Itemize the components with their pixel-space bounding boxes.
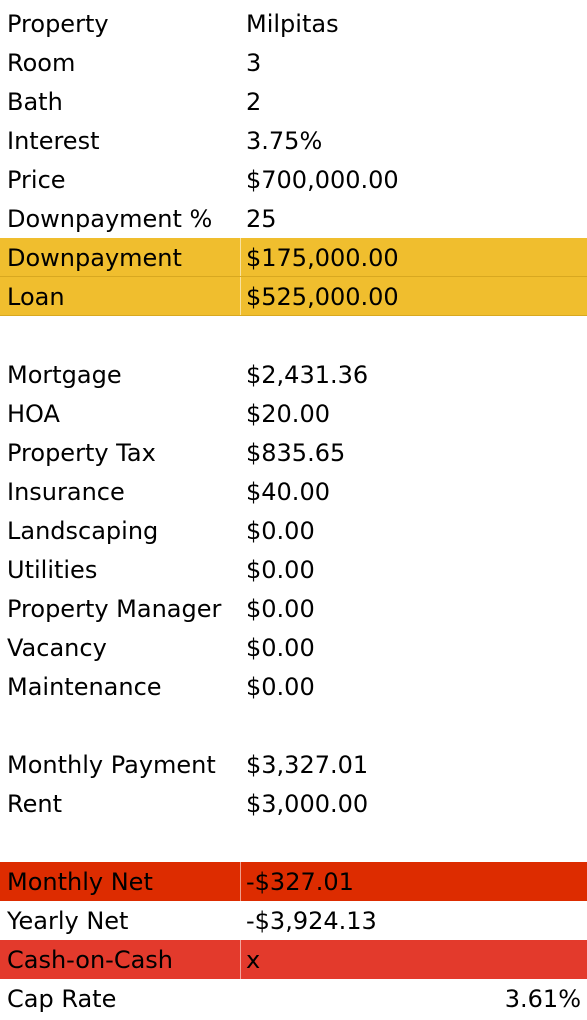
- row-hoa[interactable]: [0, 394, 587, 433]
- row-downpayment[interactable]: [0, 238, 587, 277]
- label-mortgage[interactable]: Mortgage: [7, 361, 122, 389]
- label-downpayment[interactable]: Downpayment: [7, 244, 182, 272]
- label-monthly-net[interactable]: Monthly Net: [7, 868, 153, 896]
- label-rent[interactable]: Rent: [7, 790, 62, 818]
- label-utilities[interactable]: Utilities: [7, 556, 98, 584]
- row-loan[interactable]: [0, 277, 587, 316]
- value-insurance[interactable]: $40.00: [246, 478, 330, 506]
- row-property[interactable]: [0, 4, 587, 43]
- label-property-manager[interactable]: Property Manager: [7, 595, 222, 623]
- value-property-tax[interactable]: $835.65: [246, 439, 346, 467]
- row-mortgage[interactable]: [0, 355, 587, 394]
- cell-divider: [240, 277, 241, 315]
- label-monthly-payment[interactable]: Monthly Payment: [7, 751, 216, 779]
- value-downpayment[interactable]: $175,000.00: [246, 244, 399, 272]
- value-room[interactable]: 3: [246, 49, 262, 77]
- label-price[interactable]: Price: [7, 166, 66, 194]
- label-interest[interactable]: Interest: [7, 127, 100, 155]
- label-cap-rate[interactable]: Cap Rate: [7, 985, 117, 1013]
- row-monthly-payment[interactable]: [0, 745, 587, 784]
- label-property[interactable]: Property: [7, 10, 109, 38]
- value-loan[interactable]: $525,000.00: [246, 283, 399, 311]
- label-room[interactable]: Room: [7, 49, 76, 77]
- value-mortgage[interactable]: $2,431.36: [246, 361, 369, 389]
- value-maintenance[interactable]: $0.00: [246, 673, 315, 701]
- row-landscaping[interactable]: [0, 511, 587, 550]
- row-downpayment-percent[interactable]: [0, 199, 587, 238]
- value-price[interactable]: $700,000.00: [246, 166, 399, 194]
- value-monthly-net[interactable]: -$327.01: [246, 868, 354, 896]
- row-insurance[interactable]: [0, 472, 587, 511]
- label-downpayment-percent[interactable]: Downpayment %: [7, 205, 213, 233]
- row-yearly-net[interactable]: [0, 901, 587, 940]
- value-cap-rate[interactable]: 3.61%: [504, 985, 581, 1013]
- row-monthly-net[interactable]: [0, 862, 587, 901]
- value-property[interactable]: Milpitas: [246, 10, 339, 38]
- row-utilities[interactable]: [0, 550, 587, 589]
- value-property-manager[interactable]: $0.00: [246, 595, 315, 623]
- value-utilities[interactable]: $0.00: [246, 556, 315, 584]
- value-hoa[interactable]: $20.00: [246, 400, 330, 428]
- label-loan[interactable]: Loan: [7, 283, 65, 311]
- label-bath[interactable]: Bath: [7, 88, 63, 116]
- cell-divider: [240, 862, 241, 901]
- label-vacancy[interactable]: Vacancy: [7, 634, 107, 662]
- label-maintenance[interactable]: Maintenance: [7, 673, 162, 701]
- row-property-manager[interactable]: [0, 589, 587, 628]
- row-room[interactable]: [0, 43, 587, 82]
- label-insurance[interactable]: Insurance: [7, 478, 125, 506]
- row-rent[interactable]: [0, 784, 587, 823]
- row-interest[interactable]: [0, 121, 587, 160]
- value-monthly-payment[interactable]: $3,327.01: [246, 751, 369, 779]
- row-vacancy[interactable]: [0, 628, 587, 667]
- label-hoa[interactable]: HOA: [7, 400, 60, 428]
- row-bath[interactable]: [0, 82, 587, 121]
- value-vacancy[interactable]: $0.00: [246, 634, 315, 662]
- row-cash-on-cash[interactable]: [0, 940, 587, 979]
- label-cash-on-cash[interactable]: Cash-on-Cash: [7, 946, 174, 974]
- row-property-tax[interactable]: [0, 433, 587, 472]
- cell-divider: [240, 238, 241, 276]
- row-cap-rate[interactable]: [0, 979, 587, 1018]
- label-yearly-net[interactable]: Yearly Net: [7, 907, 129, 935]
- label-landscaping[interactable]: Landscaping: [7, 517, 159, 545]
- label-property-tax[interactable]: Property Tax: [7, 439, 156, 467]
- value-rent[interactable]: $3,000.00: [246, 790, 369, 818]
- value-landscaping[interactable]: $0.00: [246, 517, 315, 545]
- value-cash-on-cash[interactable]: x: [246, 946, 261, 974]
- cell-divider: [240, 940, 241, 979]
- row-price[interactable]: [0, 160, 587, 199]
- value-bath[interactable]: 2: [246, 88, 262, 116]
- value-interest[interactable]: 3.75%: [246, 127, 323, 155]
- row-maintenance[interactable]: [0, 667, 587, 706]
- value-yearly-net[interactable]: -$3,924.13: [246, 907, 377, 935]
- value-downpayment-percent[interactable]: 25: [246, 205, 277, 233]
